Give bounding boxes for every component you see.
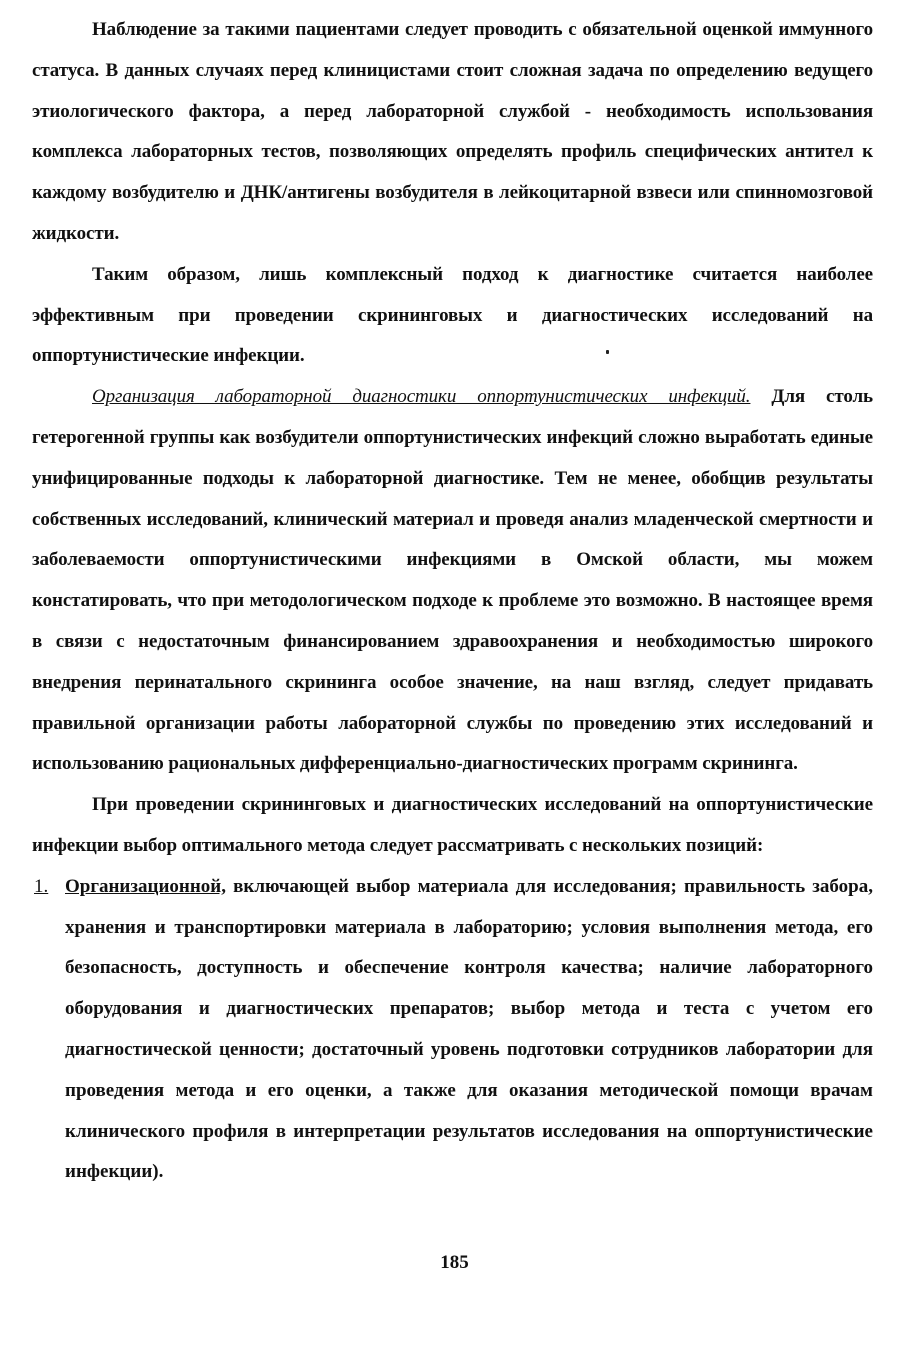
page-number: 185 — [440, 1252, 469, 1273]
paragraph-lab-organization-body: Для столь гетерогенной группы как возбудители оппортунистических инфекций сложно выработать единые унифицированные подходы к лабораторной диагностике. Тем не менее, обобщив результаты собственных исследований, клинический материал и проведя анализ младенческой смертности и заболеваемости оппортунистическими инфекциями в Омской области, мы можем констатировать, что при методологическом подходе к проблеме это возможно. В настоящее время в связи с недостаточным финансированием здравоохранения и необходимостью широкого внедрения перинатального скрининга особое значение, на наш взгляд, следует придавать правильной организации работы лабораторной службы по проведению этих исследований и использованию рациональных дифференциально-диагностических программ скрининга. — [32, 386, 874, 775]
scan-speck — [606, 350, 609, 354]
list-item-text: включающей выбор материала для исследования; правильность забора, хранения и транспортировки материала в лабораторию; условия выполнения метода, его безопасность, доступность и обеспечение контроля качества; наличие лабораторного оборудования и диагностических препаратов; выбор метода и теста с учетом его диагностической ценности; достаточный уровень подготовки сотрудников лаборатории для проведения метода и его оценки, а также для оказания методической помощи врачам клинического профиля в интерпретации результатов исследования на оппортунистические инфекции). — [65, 875, 873, 1183]
positions-list — [32, 867, 873, 1193]
paragraph-complex-approach: Таким образом, лишь комплексный подход к диагностике считается наиболее эффективным при проведении скрининговых и диагностических исследований на оппортунистические инфекции. — [32, 263, 873, 367]
list-item-number: 1. — [34, 875, 49, 897]
section-heading: Организация лабораторной диагностики оппортунистических инфекций. — [92, 386, 751, 408]
paragraph-immune-status: Наблюдение за такими пациентами следует проводить с обязательной оценкой иммунного статуса. В данных случаях перед клиницистами стоит сложная задача по определению ведущего этиологического фактора, а перед лабораторной службой - необходимость использования комплекса лабораторных тестов, позволяющих определять профиль специфических антител к каждому возбудителю и ДНК/антигены возбудителя в лейкоцитарной взвеси или спинномозговой жидкости. — [32, 19, 873, 244]
paragraph-method-choice: При проведении скрининговых и диагностических исследований на оппортунистические инфекции выбор оптимального метода следует рассматривать с нескольких позиций: — [32, 794, 873, 856]
list-item — [32, 867, 873, 1193]
list-item-lead: Организационной, — [65, 875, 226, 897]
paragraph-lab-organization — [32, 377, 873, 785]
